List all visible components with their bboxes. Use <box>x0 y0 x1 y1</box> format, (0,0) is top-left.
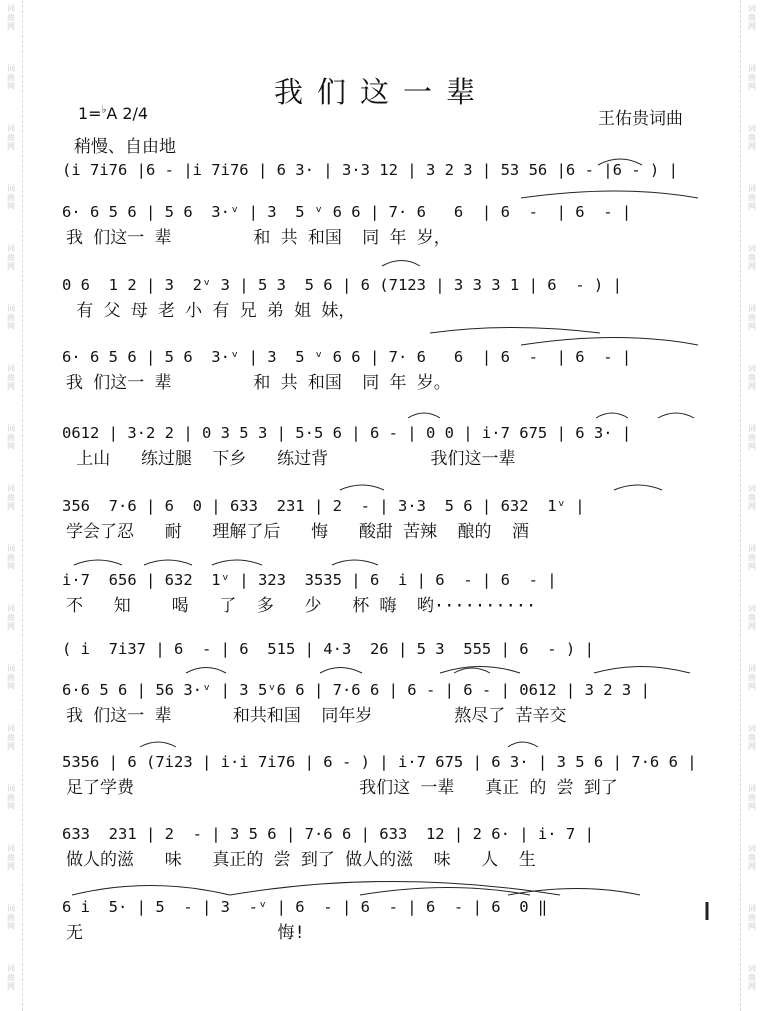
watermark-char: 网 <box>7 262 15 271</box>
watermark-mark <box>3 304 19 331</box>
watermark-mark <box>744 124 760 151</box>
watermark-char: 曲 <box>748 193 756 202</box>
slur-arc <box>658 413 694 418</box>
watermark-char: 词 <box>7 784 15 793</box>
left-watermark-strip <box>0 0 23 1011</box>
staff-notation-line: i·7 656 | 632 1ᵛ | 323 3535 | 6 i | 6 - | 6 - | <box>62 571 557 589</box>
watermark-mark <box>744 424 760 451</box>
watermark-char: 曲 <box>7 253 15 262</box>
staff-notation-line: 6·6 5 6 | 56 3·ᵛ | 3 5ᵛ6 6 | 7·6 6 | 6 - | 6 - | 0612 | 3 2 3 | <box>62 681 650 699</box>
composer-credit: 王佑贵词曲 <box>598 109 683 129</box>
staff-notation-line: 0612 | 3·2 2 | 0 3 5 3 | 5·5 6 | 6 - | 0 0 | i·7 675 | 6 3· | <box>62 424 632 442</box>
lyrics-line: 做人的滋 味 真正的 尝 到了 做人的滋 味 人 生 <box>66 850 536 870</box>
watermark-char: 网 <box>7 982 15 991</box>
key-suffix: A 2/4 <box>106 104 149 123</box>
lyrics-line: 学会了忍 耐 理解了后 悔 酸甜 苦辣 酿的 酒 <box>66 522 529 542</box>
watermark-mark <box>3 844 19 871</box>
watermark-char: 词 <box>748 844 756 853</box>
staff-notation-line: 6 i 5· | 5 - | 3 -ᵛ | 6 - | 6 - | 6 - | 6 0 ‖ <box>62 898 548 916</box>
watermark-char: 曲 <box>7 793 15 802</box>
watermark-mark <box>744 904 760 931</box>
watermark-mark <box>744 244 760 271</box>
watermark-char: 曲 <box>7 193 15 202</box>
watermark-char: 词 <box>7 484 15 493</box>
watermark-mark <box>3 904 19 931</box>
staff-notation-line: 633 231 | 2 - | 3 5 6 | 7·6 6 | 633 12 | 2 6· | i· 7 | <box>62 825 594 843</box>
watermark-mark <box>3 784 19 811</box>
watermark-mark <box>744 664 760 691</box>
watermark-char: 曲 <box>748 493 756 502</box>
watermark-mark <box>3 724 19 751</box>
slur-arc <box>340 485 384 490</box>
watermark-char: 曲 <box>748 133 756 142</box>
watermark-char: 网 <box>7 682 15 691</box>
watermark-char: 网 <box>7 622 15 631</box>
slur-arc <box>212 560 262 565</box>
watermark-char: 词 <box>7 964 15 973</box>
staff-notation-line: 0 6 1 2 | 3 2ᵛ 3 | 5 3 5 6 | 6 (7123 | 3 3 3 1 | 6 - ) | <box>62 276 622 294</box>
watermark-char: 网 <box>748 502 756 511</box>
watermark-char: 词 <box>7 364 15 373</box>
watermark-mark <box>744 184 760 211</box>
watermark-mark <box>744 304 760 331</box>
watermark-char: 网 <box>748 322 756 331</box>
staff-notation-line: 5356 | 6 (7i23 | i·i 7i76 | 6 - ) | i·7 675 | 6 3· | 3 5 6 | 7·6 6 | <box>62 753 697 771</box>
song-title: 我们这一辈 <box>273 75 489 109</box>
watermark-char: 网 <box>7 382 15 391</box>
watermark-char: 曲 <box>7 853 15 862</box>
watermark-char: 曲 <box>7 733 15 742</box>
watermark-char: 词 <box>7 304 15 313</box>
watermark-char: 词 <box>7 724 15 733</box>
watermark-char: 词 <box>7 604 15 613</box>
watermark-char: 词 <box>7 184 15 193</box>
watermark-mark <box>744 484 760 511</box>
watermark-char: 曲 <box>7 493 15 502</box>
right-watermark-strip <box>740 0 763 1011</box>
watermark-char: 词 <box>7 904 15 913</box>
watermark-char: 网 <box>748 142 756 151</box>
watermark-char: 曲 <box>7 433 15 442</box>
slur-arc <box>360 888 530 896</box>
watermark-char: 网 <box>7 922 15 931</box>
flat-sign: ♭ <box>101 104 107 116</box>
watermark-char: 网 <box>748 442 756 451</box>
key-prefix: 1= <box>78 104 102 123</box>
watermark-mark <box>3 544 19 571</box>
watermark-char: 曲 <box>748 313 756 322</box>
slur-arc <box>508 742 538 747</box>
watermark-char: 曲 <box>748 793 756 802</box>
watermark-char: 曲 <box>7 13 15 22</box>
lyrics-line: 不 知 喝 了 多 少 杯 嗨 哟·········· <box>66 596 537 616</box>
watermark-mark <box>744 544 760 571</box>
watermark-mark <box>3 4 19 31</box>
watermark-char: 网 <box>7 322 15 331</box>
watermark-char: 词 <box>748 544 756 553</box>
lyrics-line: 无 悔! <box>66 923 305 943</box>
watermark-char: 词 <box>748 304 756 313</box>
key-signature <box>78 104 148 123</box>
staff-notation-line: (i 7i76 |6 - |i 7i76 | 6 3· | 3·3 12 | 3 2 3 | 53 56 |6 - |6 - ) | <box>62 161 678 179</box>
watermark-char: 曲 <box>7 913 15 922</box>
watermark-char: 词 <box>748 184 756 193</box>
watermark-mark <box>3 124 19 151</box>
watermark-char: 词 <box>748 784 756 793</box>
lyrics-line: 我 们这一 辈 和 共 和国 同 年 岁， <box>66 228 451 248</box>
watermark-char: 词 <box>748 724 756 733</box>
watermark-char: 词 <box>748 124 756 133</box>
watermark-mark <box>744 724 760 751</box>
watermark-char: 曲 <box>748 913 756 922</box>
watermark-char: 词 <box>748 244 756 253</box>
watermark-char: 网 <box>748 82 756 91</box>
watermark-mark <box>3 244 19 271</box>
staff-notation-line: 6· 6 5 6 | 5 6 3·ᵛ | 3 5 ᵛ 6 6 | 7· 6 6 | 6 - | 6 - | <box>62 203 632 221</box>
watermark-char: 曲 <box>7 673 15 682</box>
watermark-char: 曲 <box>748 373 756 382</box>
watermark-char: 词 <box>748 364 756 373</box>
watermark-char: 曲 <box>7 133 15 142</box>
watermark-char: 网 <box>7 502 15 511</box>
watermark-mark <box>744 844 760 871</box>
slur-arc <box>72 886 230 896</box>
watermark-char: 网 <box>748 562 756 571</box>
staff-notation-line: 356 7·6 | 6 0 | 633 231 | 2 - | 3·3 5 6 | 632 1ᵛ | <box>62 497 585 515</box>
watermark-mark <box>3 484 19 511</box>
slur-arc <box>332 560 378 565</box>
watermark-char: 曲 <box>7 373 15 382</box>
watermark-char: 网 <box>748 742 756 751</box>
watermark-char: 词 <box>748 424 756 433</box>
lyrics-line: 有 父 母 老 小 有 兄 弟 姐 妹， <box>66 301 356 321</box>
watermark-mark <box>744 364 760 391</box>
watermark-char: 网 <box>7 802 15 811</box>
watermark-mark <box>744 964 760 991</box>
lyrics-line: 足了学费 我们这 一辈 真正 的 尝 到了 <box>66 778 618 798</box>
watermark-char: 词 <box>748 484 756 493</box>
slur-arc <box>408 413 440 418</box>
watermark-char: 网 <box>748 982 756 991</box>
slur-arc <box>521 338 698 346</box>
watermark-mark <box>3 664 19 691</box>
slur-arc <box>382 261 420 267</box>
slur-arc <box>74 560 122 565</box>
watermark-char: 网 <box>748 262 756 271</box>
watermark-char: 网 <box>7 742 15 751</box>
watermark-char: 词 <box>7 664 15 673</box>
watermark-char: 曲 <box>7 313 15 322</box>
watermark-mark <box>3 364 19 391</box>
lyrics-line: 上山 练过腿 下乡 练过背 我们这一辈 <box>66 449 516 469</box>
watermark-char: 网 <box>7 202 15 211</box>
watermark-char: 曲 <box>748 613 756 622</box>
watermark-char: 词 <box>7 64 15 73</box>
lyrics-line: 我 们这一 辈 和共和国 同年岁 熬尽了 苦辛交 <box>66 706 567 726</box>
watermark-char: 网 <box>748 682 756 691</box>
slur-arc <box>614 485 662 490</box>
watermark-char: 曲 <box>7 553 15 562</box>
slur-arc <box>430 328 600 334</box>
watermark-char: 网 <box>748 922 756 931</box>
watermark-char: 词 <box>7 844 15 853</box>
watermark-char: 网 <box>748 202 756 211</box>
watermark-char: 网 <box>748 22 756 31</box>
watermark-char: 网 <box>748 802 756 811</box>
slur-arc <box>144 560 192 565</box>
watermark-char: 曲 <box>7 73 15 82</box>
watermark-char: 网 <box>7 142 15 151</box>
watermark-char: 曲 <box>7 613 15 622</box>
watermark-char: 词 <box>748 964 756 973</box>
watermark-mark <box>3 964 19 991</box>
staff-notation-line: 6· 6 5 6 | 5 6 3·ᵛ | 3 5 ᵛ 6 6 | 7· 6 6 | 6 - | 6 - | <box>62 348 632 366</box>
watermark-char: 词 <box>748 604 756 613</box>
watermark-mark <box>744 604 760 631</box>
watermark-char: 曲 <box>748 973 756 982</box>
watermark-char: 曲 <box>748 73 756 82</box>
staff-notation-line: ( i 7i37 | 6 - | 6 515 | 4·3 26 | 5 3 555 | 6 - ) | <box>62 640 594 658</box>
watermark-char: 词 <box>7 124 15 133</box>
watermark-mark <box>744 4 760 31</box>
watermark-char: 词 <box>748 664 756 673</box>
watermark-char: 网 <box>7 82 15 91</box>
watermark-char: 网 <box>7 22 15 31</box>
watermark-char: 曲 <box>748 733 756 742</box>
watermark-char: 词 <box>7 244 15 253</box>
watermark-mark <box>3 184 19 211</box>
tempo-marking: 稍慢、自由地 <box>74 137 176 157</box>
watermark-char: 曲 <box>748 673 756 682</box>
watermark-char: 曲 <box>748 553 756 562</box>
watermark-mark <box>3 424 19 451</box>
watermark-char: 曲 <box>748 853 756 862</box>
watermark-char: 曲 <box>748 433 756 442</box>
watermark-char: 曲 <box>7 973 15 982</box>
watermark-char: 词 <box>748 904 756 913</box>
slur-arc <box>140 742 176 747</box>
watermark-char: 词 <box>7 424 15 433</box>
slur-arc <box>596 413 628 418</box>
watermark-char: 词 <box>7 4 15 13</box>
watermark-mark <box>744 784 760 811</box>
watermark-char: 曲 <box>748 253 756 262</box>
watermark-char: 网 <box>748 382 756 391</box>
watermark-char: 网 <box>7 562 15 571</box>
watermark-char: 网 <box>748 862 756 871</box>
lyrics-line: 我 们这一 辈 和 共 和国 同 年 岁。 <box>66 373 451 393</box>
watermark-char: 网 <box>748 622 756 631</box>
watermark-char: 词 <box>7 544 15 553</box>
slur-arc <box>230 882 560 896</box>
watermark-char: 词 <box>748 4 756 13</box>
watermark-char: 网 <box>7 862 15 871</box>
watermark-char: 词 <box>748 64 756 73</box>
watermark-char: 网 <box>7 442 15 451</box>
watermark-mark <box>3 604 19 631</box>
watermark-char: 曲 <box>748 13 756 22</box>
